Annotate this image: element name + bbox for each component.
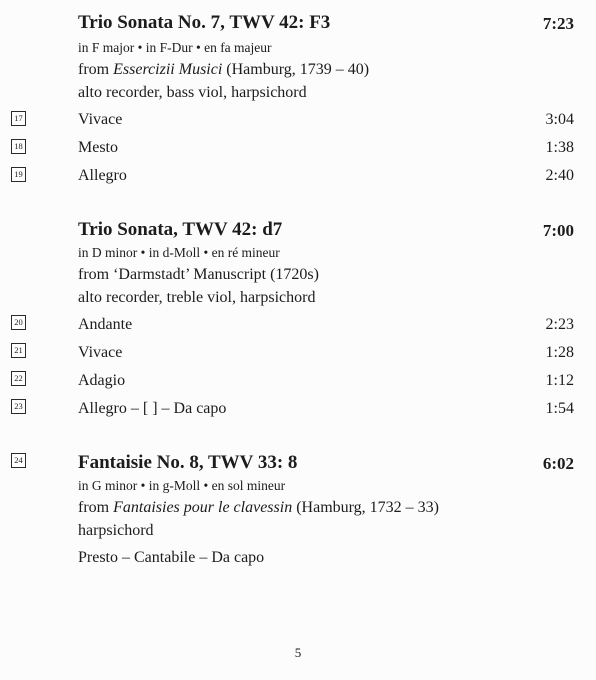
movement-duration: 2:40 [545, 167, 574, 184]
track-number: 21 [11, 343, 26, 358]
work-source: from Fantaisies pour le clavessin (Hamburg, 1732 – 33) [78, 499, 439, 516]
work-title: Trio Sonata, TWV 42: d7 [78, 219, 283, 240]
movement-name: Allegro – [ ] – Da capo [78, 400, 227, 417]
movement-duration: 1:28 [545, 344, 574, 361]
track-number: 23 [11, 399, 26, 414]
work-source: from ‘Darmstadt’ Manuscript (1720s) [78, 266, 319, 283]
track-number: 22 [11, 371, 26, 386]
work-keys: in D minor • in d-Moll • en ré mineur [78, 245, 280, 260]
movement-duration: 3:04 [545, 111, 574, 128]
movement-duration: 1:54 [545, 400, 574, 417]
movement-duration: 2:23 [545, 316, 574, 333]
movement-name: Adagio [78, 372, 126, 389]
work-duration: 7:23 [542, 14, 574, 33]
track-number: 20 [11, 315, 26, 330]
track-number: 17 [11, 111, 26, 126]
work-title: Trio Sonata No. 7, TWV 42: F3 [78, 12, 331, 33]
movement-duration: 1:38 [545, 139, 574, 156]
track-number: 18 [11, 139, 26, 154]
work-instrumentation: harpsichord [78, 522, 154, 539]
movement-name: Allegro [78, 167, 127, 184]
movement-name: Vivace [78, 111, 123, 128]
movement-name: Vivace [78, 344, 123, 361]
track-number: 24 [11, 453, 26, 468]
work-instrumentation: alto recorder, bass viol, harpsichord [78, 84, 307, 101]
work-keys: in F major • in F-Dur • en fa majeur [78, 40, 272, 55]
movement-name: Mesto [78, 139, 118, 156]
work-duration: 7:00 [542, 221, 574, 240]
work-source: from Essercizii Musici (Hamburg, 1739 – 40) [78, 61, 370, 78]
page-number: 5 [294, 645, 302, 660]
work-instrumentation: alto recorder, treble viol, harpsichord [78, 289, 316, 306]
track-number: 19 [11, 167, 26, 182]
work-duration: 6:02 [542, 454, 574, 473]
movement-duration: 1:12 [545, 372, 574, 389]
movement-name: Andante [78, 316, 133, 333]
work-keys: in G minor • in g-Moll • en sol mineur [78, 478, 286, 493]
movement-name: Presto – Cantabile – Da capo [78, 549, 265, 566]
work-title: Fantaisie No. 8, TWV 33: 8 [78, 452, 298, 473]
